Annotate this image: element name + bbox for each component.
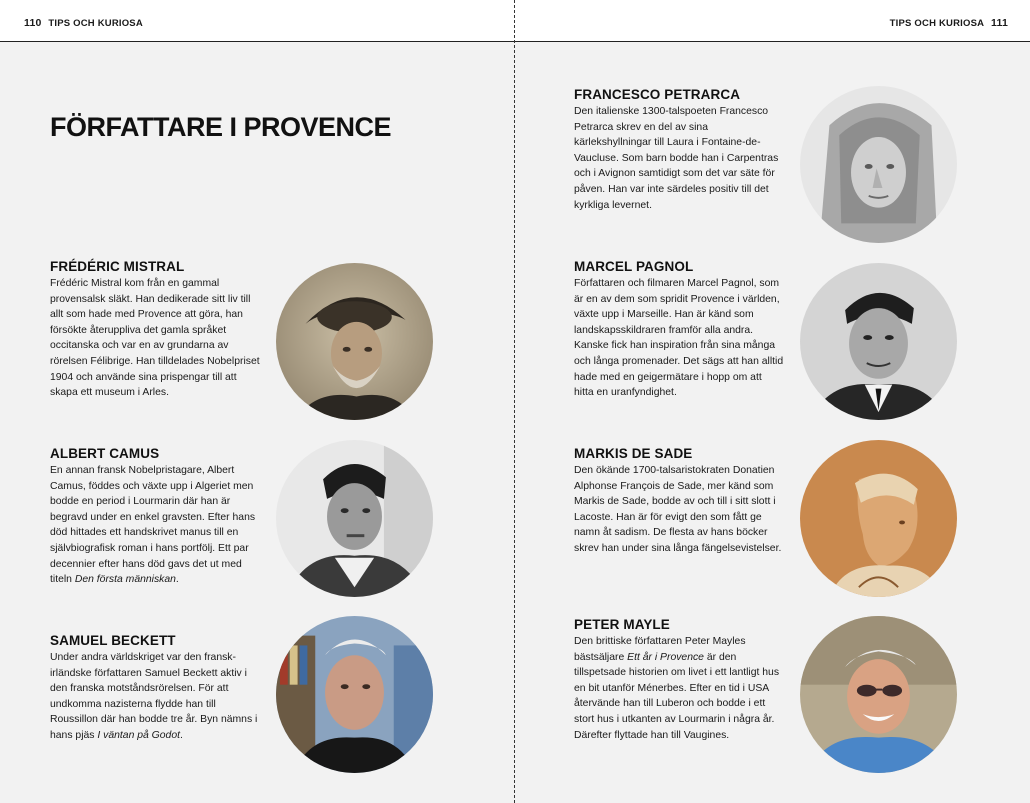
entry-heading: PETER MAYLE — [574, 617, 670, 632]
entry-camus — [50, 446, 260, 588]
section-title: TIPS OCH KURIOSA — [48, 18, 143, 29]
entry-text: Under andra världskriget var den fransk-irländske författaren Samuel Beckett aktiv i den franska motståndsrörelsen. För att undkomma nazisterna flydde han till Roussillon där han bodde tre år. Byn nämns i hans pjäs I väntan på Godot. — [50, 652, 258, 741]
entry-text: Den ökände 1700-talsaristokraten Donatien Alphonse François de Sade, mer känd som Markis de Sade, bodde av och till i sitt slott i Lacoste. Han är för evigt den som fått ge namn åt sadism. De flesta av hans böcker skrev han under sina långa fängelsevistelser. — [574, 465, 782, 554]
portrait-beckett-image — [276, 616, 433, 773]
portrait-sade-image — [800, 440, 957, 597]
right-page — [515, 0, 1030, 803]
entry-heading: FRANCESCO PETRARCA — [574, 87, 741, 102]
portrait-pagnol — [800, 263, 957, 420]
entry-heading: MARKIS DE SADE — [574, 446, 693, 461]
left-folio — [24, 17, 147, 29]
portrait-beckett — [276, 616, 433, 773]
entry-sade — [574, 446, 784, 557]
section-title: TIPS OCH KURIOSA — [889, 18, 985, 29]
entry-mayle — [574, 617, 784, 743]
entry-heading: MARCEL PAGNOL — [574, 259, 694, 274]
portrait-petrarca — [800, 86, 957, 243]
entry-heading: ALBERT CAMUS — [50, 446, 160, 461]
page-number: 110 — [24, 17, 42, 29]
portrait-mayle — [800, 616, 957, 773]
portrait-petrarca-image — [800, 86, 957, 243]
entry-text: Författaren och filmaren Marcel Pagnol, som är en av dem som spridit Provence i världen, växte upp i Marseille. Han är känd som landskapsskildraren framför alla andra. Kanske fick han inspiration från sina många och långa promenader. Det sägs att han alltid hade med en geigermätare i hopp om att hitta en uranfyndighet. — [574, 278, 784, 399]
entry-text: Den italienske 1300-talspoeten Francesco Petrarca skrev en del av sina kärlekshyllningar till Laura i Fontaine-de-Vaucluse. Som barn bodde han i Carpentras och i Avignon samtidigt som det var säte för påven. Han var inte särdeles positiv till det kyrkliga levernet. — [574, 106, 779, 211]
portrait-camus — [276, 440, 433, 597]
right-folio — [886, 17, 1008, 29]
entry-text: Frédéric Mistral kom från en gammal provensalsk släkt. Han dedikerade sitt liv till allt som hade med Provence att göra, han försökte återuppliva det gamla språket occitanska och var en av grundarna av rörelsen Félibrige. Han tilldelades Nobelpriset 1904 och använde sina prispengar till att skapa ett museum i Arles. — [50, 278, 260, 399]
entry-mistral — [50, 259, 260, 401]
entry-heading: SAMUEL BECKETT — [50, 633, 176, 648]
portrait-sade — [800, 440, 957, 597]
portrait-mistral — [276, 263, 433, 420]
entry-pagnol — [574, 259, 784, 401]
page-title: FÖRFATTARE I PROVENCE — [50, 112, 392, 142]
entry-heading: FRÉDÉRIC MISTRAL — [50, 259, 185, 274]
portrait-camus-image — [276, 440, 433, 597]
portrait-mistral-image — [276, 263, 433, 420]
portrait-pagnol-image — [800, 263, 957, 420]
entry-petrarca — [574, 87, 784, 213]
entry-beckett — [50, 633, 260, 744]
page-number: 111 — [991, 17, 1008, 29]
portrait-mayle-image — [800, 616, 957, 773]
entry-text: Den brittiske författaren Peter Mayles bästsäljare Ett år i Provence är den tillspetsade historien om livet i ett lantligt hus en bit utanför Ménerbes. Efter en tid i USA återvände han till Luberon och bodde i ett stort hus i utkanten av Lourmarin i några år. Därefter flyttade han till Vaugines. — [574, 636, 780, 741]
entry-text: En annan fransk Nobelpristagare, Albert Camus, föddes och växte upp i Algeriet men bodde en period i Lourmarin där han är begravd under en enkel gravsten. Efter hans död hittades ett handskrivet manus till en självbiografisk roman i hans portfölj. Ett par decennier efter hans död gavs det ut med titeln Den första människan. — [50, 465, 256, 586]
